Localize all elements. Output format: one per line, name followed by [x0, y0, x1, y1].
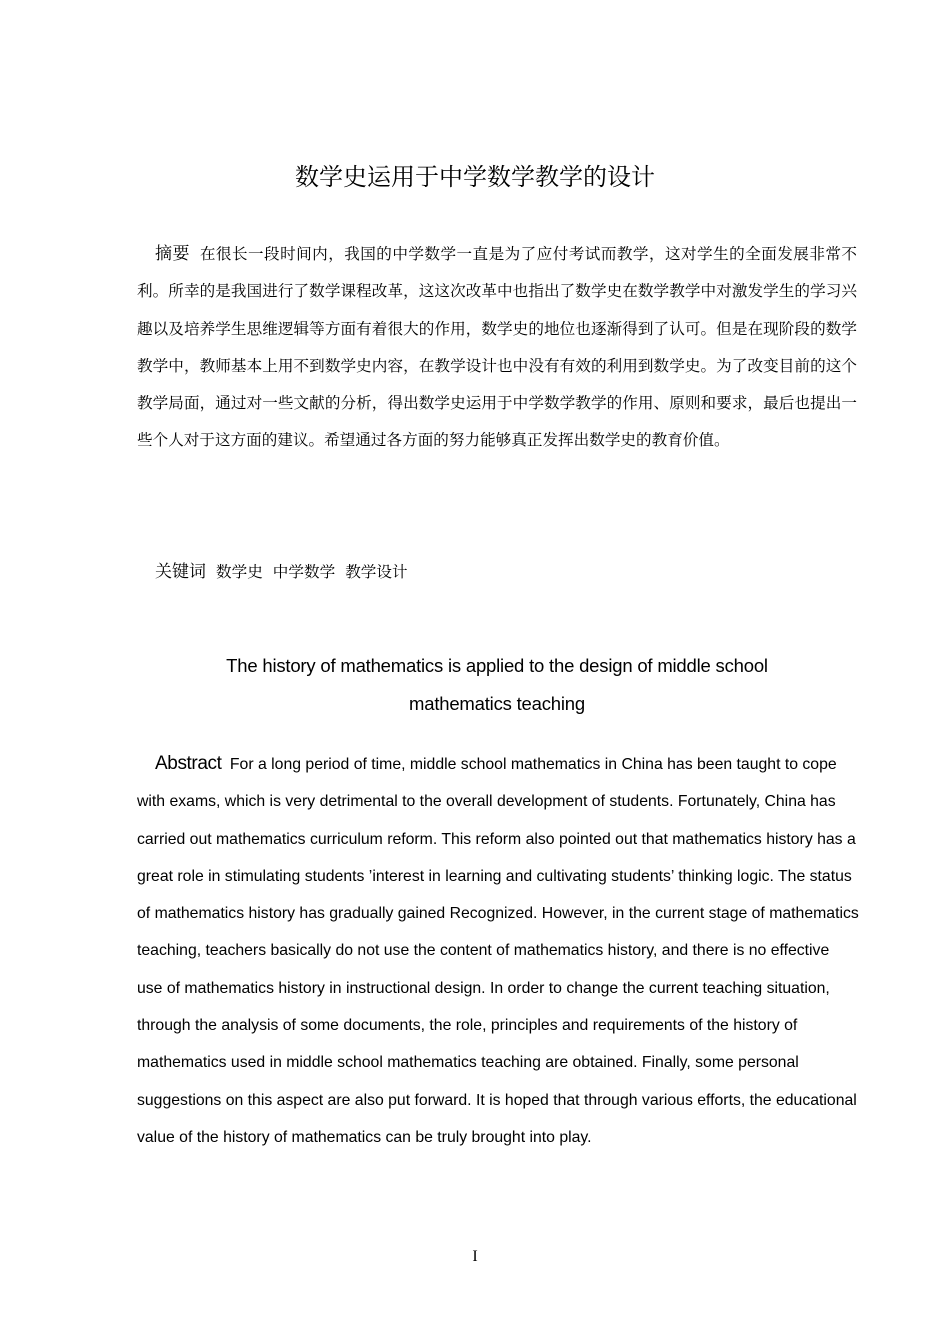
- chinese-title: 数学史运用于中学数学教学的设计: [295, 163, 655, 191]
- english-title-line-2: mathematics teaching: [409, 693, 585, 714]
- page-number: I: [472, 1248, 478, 1265]
- keyword-item: 数学史: [216, 563, 263, 581]
- chinese-abstract-text: 在很长一段时间内，我国的中学数学一直是为了应付考试而教学，这对学生的全面发展非常不利。所幸的是我国进行了数学课程改革，这这次改革中也指出了数学史在数学教学中对激发学生的学习兴趣以及培养学生思维逻辑等方面有着很大的作用，数学史的地位也逐渐得到了认可。但是在现阶段的数学教学中，教师基本上用不到数学史内容，在教学设计也中没有有效的利用到数学史。为了改变目前的这个教学局面，通过对一些文献的分析，得出数学史运用于中学数学教学的作用、原则和要求，最后也提出一些个人对于这方面的建议。希望通过各方面的努力能够真正发挥出数学史的教育价值。: [137, 245, 857, 450]
- keyword-item: 教学设计: [345, 563, 408, 581]
- english-abstract-label: Abstract: [155, 753, 222, 774]
- english-title: [137, 647, 857, 723]
- keyword-item: 中学数学: [272, 563, 336, 581]
- chinese-keywords: [155, 556, 855, 588]
- english-abstract-text: For a long period of time, middle school mathematics in China has been taught to cope with exams, which is very detrimental to the overall development of students. Fortunately, China has carried out mathematics curriculum reform. This reform also pointed out that mathematics history has a great role in stimulating students ’interest in learning and cultivating students’ thinking logic. The status of mathematics history has gradually gained Recognized. However, in the current stage of mathematics teaching, teachers basically do not use the content of mathematics history, and there is no effective use of mathematics history in instructional design. In order to change the current teaching situation, through the analysis of some documents, the role, principles and requirements of the history of mathematics used in middle school mathematics teaching are obtained. Finally, some personal suggestions on this aspect are also put forward. It is hoped that through various efforts, the educational value of the history of mathematics can be truly brought into play.: [137, 756, 859, 1146]
- chinese-keywords-label: 关键词: [155, 562, 206, 582]
- chinese-abstract: [137, 236, 857, 460]
- english-title-line-1: The history of mathematics is applied to the design of middle school: [226, 655, 768, 676]
- chinese-abstract-label: 摘要: [155, 244, 190, 264]
- english-abstract: [137, 745, 859, 1156]
